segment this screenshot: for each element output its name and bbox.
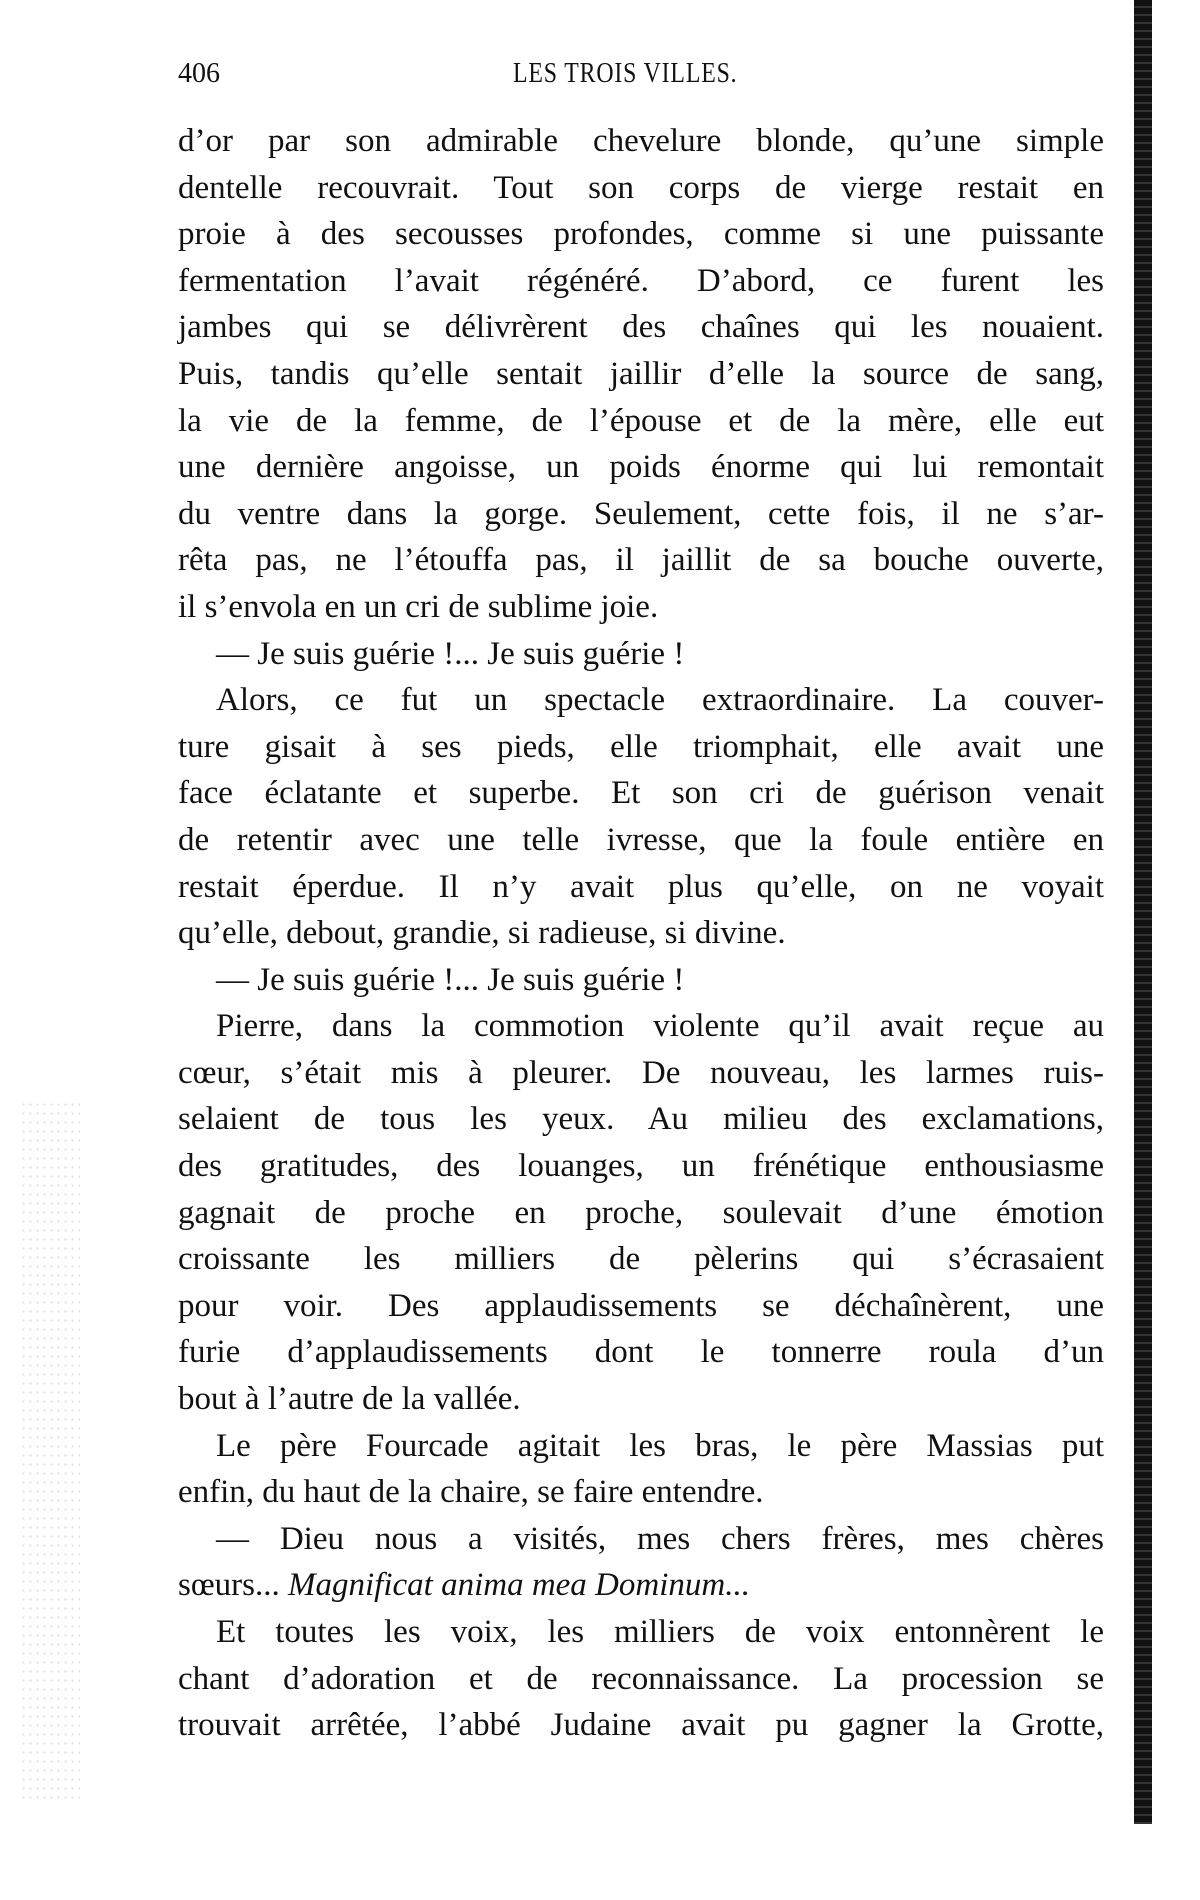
line-text: rêta pas, ne l’étouffa pas, il jaillit de sa bouche ouverte,	[178, 542, 1104, 579]
line-text: chant d’adoration et de reconnaissance. La procession se	[178, 1660, 1104, 1697]
text-line	[178, 677, 1104, 724]
text-line	[178, 1562, 1104, 1609]
text-line	[178, 770, 1104, 817]
page-body	[178, 118, 1104, 1749]
text-line	[178, 304, 1104, 351]
italic-text: Magnificat anima mea Dominum...	[288, 1567, 750, 1604]
line-text: Le père Fourcade agitait les bras, le père Massias put	[216, 1427, 1104, 1464]
line-text: d’or par son admirable chevelure blonde, qu’une simple	[178, 123, 1104, 159]
line-text: dentelle recouvrait. Tout son corps de vierge restait en	[178, 169, 1104, 206]
text-line	[178, 910, 1104, 957]
line-text: furie d’applaudissements dont le tonnerre roula d’un	[178, 1334, 1104, 1371]
text-line	[178, 584, 1104, 631]
text-line	[178, 1143, 1104, 1190]
text-line	[178, 724, 1104, 771]
text-line	[178, 1283, 1104, 1330]
line-text: du ventre dans la gorge. Seulement, cette fois, il ne s’ar-	[178, 495, 1104, 532]
text-line	[178, 1656, 1104, 1703]
line-text: la vie de la femme, de l’épouse et de la mère, elle eut	[178, 402, 1104, 439]
line-text: une dernière angoisse, un poids énorme qui lui remontait	[178, 449, 1104, 486]
text-line	[178, 957, 1104, 1004]
line-text: — Je suis guérie !... Je suis guérie !	[216, 635, 685, 672]
text-line	[178, 1423, 1104, 1470]
page-number: 406	[178, 58, 220, 89]
text-line	[178, 351, 1104, 398]
text-line	[178, 537, 1104, 584]
text-line	[178, 1516, 1104, 1563]
text-line	[178, 1469, 1104, 1516]
line-text: Alors, ce fut un spectacle extraordinaire. La couver-	[216, 682, 1104, 719]
line-text: Pierre, dans la commotion violente qu’il avait reçue au	[216, 1008, 1104, 1045]
line-text: jambes qui se délivrèrent des chaînes qui les nouaient.	[178, 309, 1104, 346]
line-text: il s’envola en un cri de sublime joie.	[178, 588, 659, 625]
line-text: sœurs...	[178, 1567, 289, 1604]
text-line	[178, 1236, 1104, 1283]
text-line	[178, 1702, 1104, 1749]
running-title: LES TROIS VILLES.	[513, 58, 738, 89]
text-line	[178, 1190, 1104, 1237]
line-text: restait éperdue. Il n’y avait plus qu’elle, on ne voyait	[178, 868, 1104, 905]
binding-edge	[1134, 0, 1152, 1824]
line-text: des gratitudes, des louanges, un frénétique enthousiasme	[178, 1148, 1104, 1185]
text-line	[178, 491, 1104, 538]
text-line	[178, 1050, 1104, 1097]
text-line	[178, 211, 1104, 258]
text-line	[178, 444, 1104, 491]
line-text: — Je suis guérie !... Je suis guérie !	[216, 961, 685, 998]
text-line	[178, 1329, 1104, 1376]
line-text: de retentir avec une telle ivresse, que la foule entière en	[178, 821, 1104, 858]
text-line	[178, 1609, 1104, 1656]
line-text: croissante les milliers de pèlerins qui s’écrasaient	[178, 1241, 1104, 1278]
line-text: pour voir. Des applaudissements se déchaînèrent, une	[178, 1287, 1104, 1324]
line-text: qu’elle, debout, grandie, si radieuse, si divine.	[178, 915, 786, 952]
text-line	[178, 165, 1104, 212]
text-line	[178, 1003, 1104, 1050]
text-line	[178, 118, 1104, 165]
text-line	[178, 398, 1104, 445]
line-text: trouvait arrêtée, l’abbé Judaine avait pu gagner la Grotte,	[178, 1707, 1104, 1744]
line-text: bout à l’autre de la vallée.	[178, 1381, 521, 1418]
line-text: face éclatante et superbe. Et son cri de guérison venait	[178, 775, 1104, 812]
text-line	[178, 258, 1104, 305]
line-text: — Dieu nous a visités, mes chers frères, mes chères	[216, 1520, 1104, 1557]
text-line	[178, 1096, 1104, 1143]
line-text: Puis, tandis qu’elle sentait jaillir d’elle la source de sang,	[178, 355, 1104, 392]
text-line	[178, 817, 1104, 864]
line-text: proie à des secousses profondes, comme si une puissante	[178, 216, 1104, 253]
line-text: enfin, du haut de la chaire, se faire entendre.	[178, 1474, 764, 1511]
page-header	[178, 58, 798, 98]
text-line	[178, 864, 1104, 911]
line-text: cœur, s’était mis à pleurer. De nouveau, les larmes ruis-	[178, 1054, 1104, 1091]
line-text: ture gisait à ses pieds, elle triomphait, elle avait une	[178, 728, 1104, 765]
scan-noise	[20, 1100, 80, 1800]
line-text: selaient de tous les yeux. Au milieu des exclamations,	[178, 1101, 1104, 1138]
line-text: gagnait de proche en proche, soulevait d’une émotion	[178, 1194, 1104, 1231]
line-text: Et toutes les voix, les milliers de voix entonnèrent le	[216, 1614, 1104, 1650]
text-line	[178, 631, 1104, 678]
text-line	[178, 1376, 1104, 1423]
line-text: fermentation l’avait régénéré. D’abord, ce furent les	[178, 262, 1104, 299]
